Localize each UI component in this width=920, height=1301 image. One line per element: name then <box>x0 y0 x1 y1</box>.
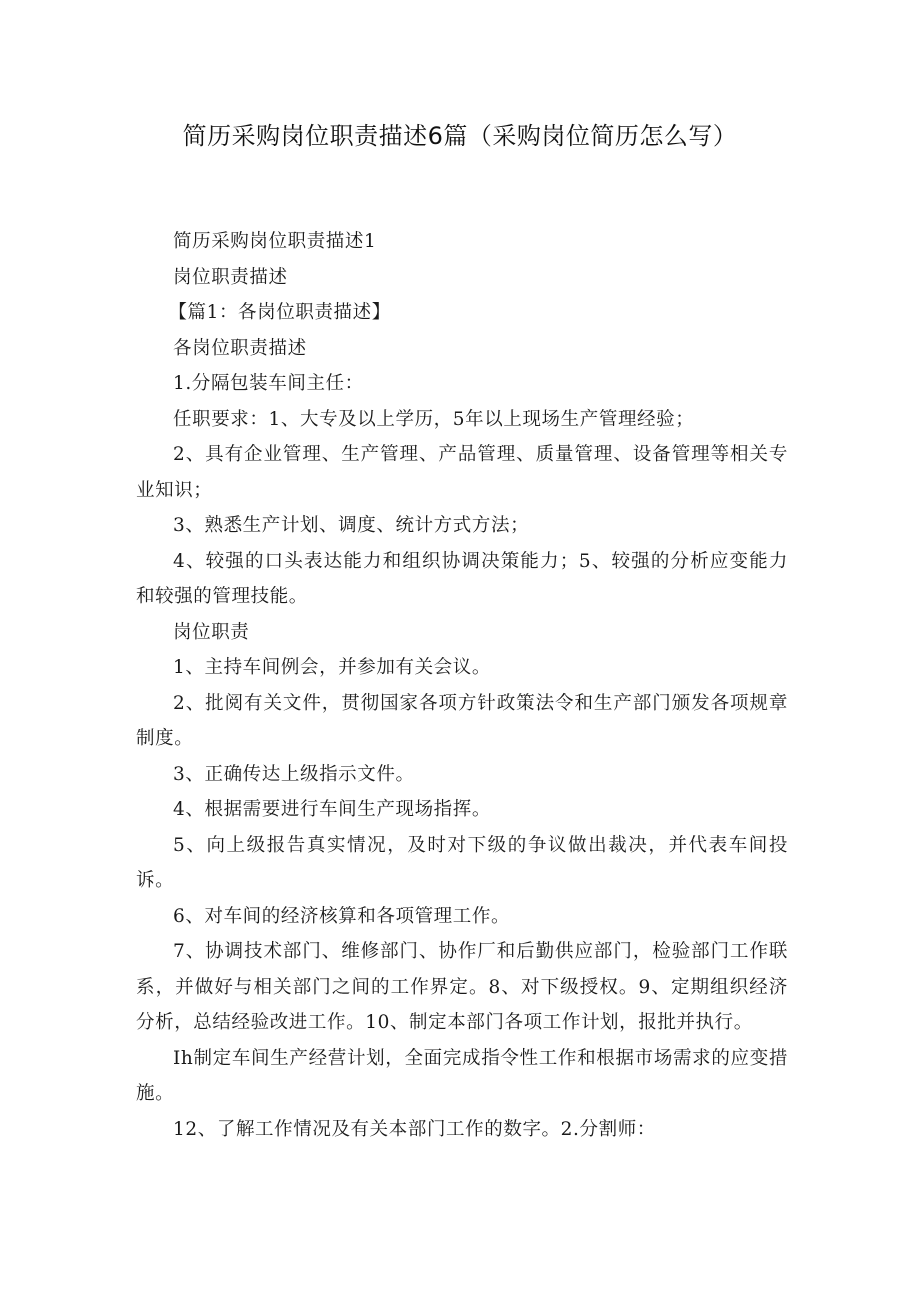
duty-item: 3、正确传达上级指示文件。 <box>173 763 415 785</box>
document-title: 简历采购岗位职责描述6篇（采购岗位简历怎么写） <box>182 122 738 150</box>
document-body <box>136 224 788 1147</box>
requirements-paragraph: 3、熟悉生产计划、调度、统计方式方法； <box>173 515 530 536</box>
position-heading: 1.分隔包装车间主任： <box>173 373 364 394</box>
subheading: 岗位职责描述 <box>173 266 288 288</box>
section-heading: 简历采购岗位职责描述1 <box>173 231 377 252</box>
duty-item: 4、根据需要进行车间生产现场指挥。 <box>173 799 491 820</box>
duty-item: 5、向上级报告真实情况，及时对下级的争议做出裁决，并代表车间投诉。 <box>136 834 788 891</box>
duty-item: 2、批阅有关文件，贯彻国家各项方针政策法令和生产部门颁发各项规章制度。 <box>136 692 788 749</box>
duty-item: 7、协调技术部门、维修部门、协作厂和后勤供应部门，检验部门工作联系，并做好与相关部门之间的工作界定。8、对下级授权。9、定期组织经济分析，总结经验改进工作。10、制定本部门各项工作计划，报批并执行。 <box>136 941 788 1033</box>
duties-heading: 岗位职责 <box>173 621 250 643</box>
requirements-paragraph: 4、较强的口头表达能力和组织协调决策能力；5、较强的分析应变能力和较强的管理技能。 <box>136 550 788 607</box>
subheading: 各岗位职责描述 <box>173 337 307 359</box>
duty-item: 12、了解工作情况及有关本部门工作的数字。2.分割师： <box>173 1118 656 1140</box>
article-heading: 【篇1：各岗位职责描述】 <box>168 302 391 323</box>
duty-item: 6、对车间的经济核算和各项管理工作。 <box>173 905 511 927</box>
duty-item: 1、主持车间例会，并参加有关会议。 <box>173 657 491 678</box>
duty-item: Ih制定车间生产经营计划，全面完成指令性工作和根据市场需求的应变措施。 <box>136 1047 788 1104</box>
requirements-paragraph: 2、具有企业管理、生产管理、产品管理、质量管理、设备管理等相关专业知识； <box>136 444 788 501</box>
requirements-paragraph: 任职要求：1、大专及以上学历，5年以上现场生产管理经验； <box>173 408 695 430</box>
